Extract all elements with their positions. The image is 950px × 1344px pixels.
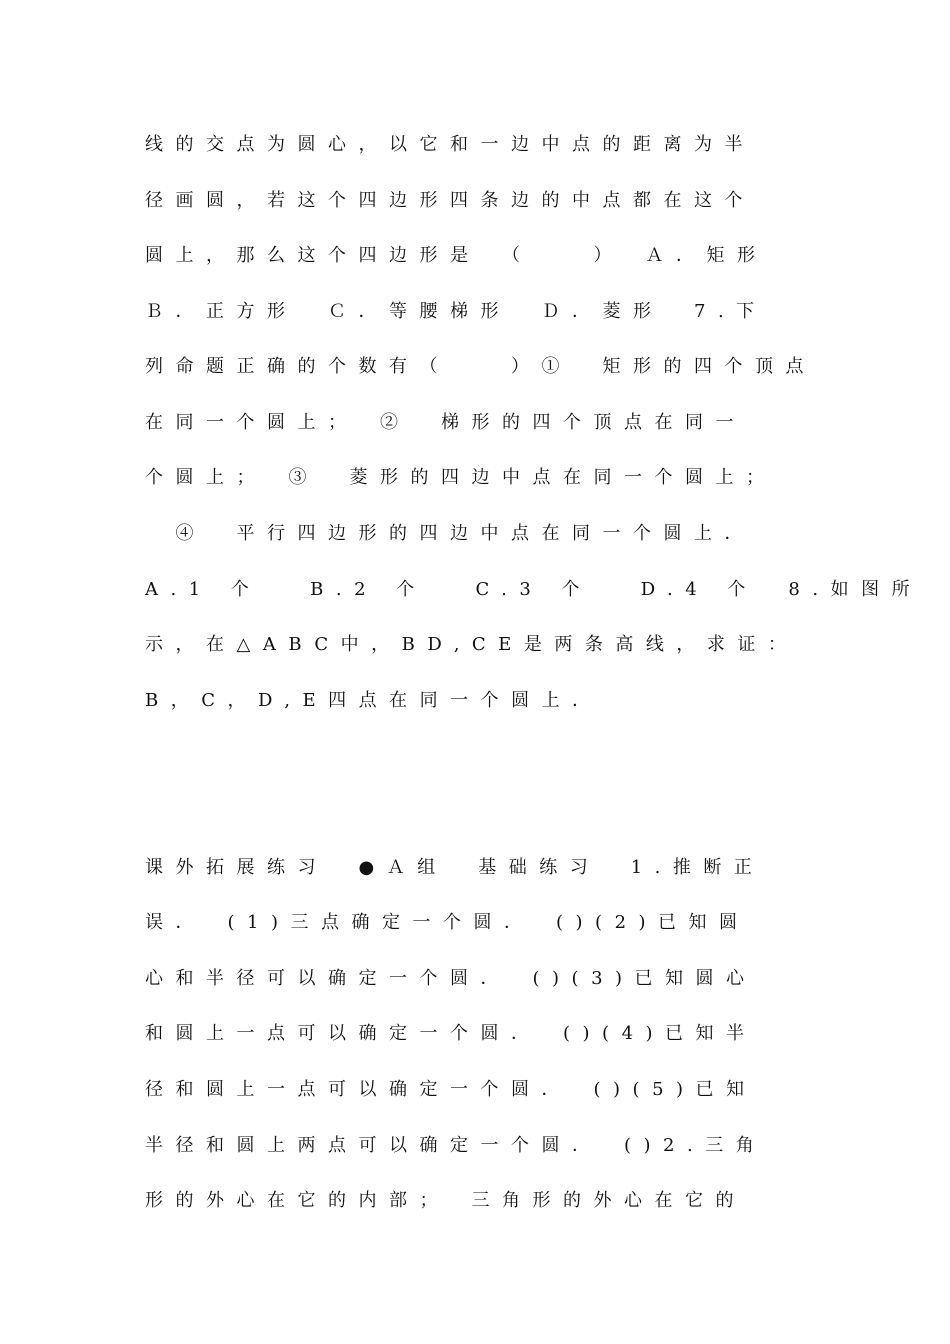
- text-line: 列命题正确的个数有（ ）① 矩形的四个顶点: [145, 356, 816, 377]
- text-line: 示，在△ABC中，BD,CE是两条高线，求证：: [145, 634, 799, 655]
- text-line: A.1 个 B.2 个 C.3 个 D.4 个 8.如图所: [145, 579, 923, 600]
- text-line: 形的外心在它的内部； 三角形的外心在它的: [145, 1190, 746, 1211]
- text-line: 和圆上一点可以确定一个圆． ()(4)已知半: [145, 1023, 757, 1044]
- text-line: 径和圆上一点可以确定一个圆． ()(5)已知: [145, 1079, 757, 1100]
- section-heading-line: 课外拓展练习 ●Ａ组 基础练习 1.推断正: [145, 857, 765, 878]
- text-line: 个圆上； ③ 菱形的四边中点在同一个圆上；: [145, 467, 777, 488]
- text-line: B，C，D,E四点在同一个圆上．: [145, 690, 603, 711]
- text-line: 在同一个圆上； ② 梯形的四个顶点在同一: [145, 412, 746, 433]
- text-line: 半径和圆上两点可以确定一个圆． ()2.三角: [145, 1135, 767, 1156]
- text-line: ④ 平行四边形的四边中点在同一个圆上．: [145, 523, 755, 544]
- text-line: 径画圆，若这个四边形四条边的中点都在这个: [145, 190, 755, 211]
- text-line: Ｂ．正方形 Ｃ．等腰梯形 Ｄ．菱形 7.下: [145, 301, 767, 322]
- text-line: 误． (1)三点确定一个圆． ()(2)已知圆: [145, 912, 750, 933]
- text-line: 线的交点为圆心，以它和一边中点的距离为半: [145, 134, 755, 155]
- text-line: 心和半径可以确定一个圆． ()(3)已知圆心: [145, 968, 757, 989]
- text-line: 圆上，那么这个四边形是 （ ） Ａ．矩形: [145, 245, 768, 266]
